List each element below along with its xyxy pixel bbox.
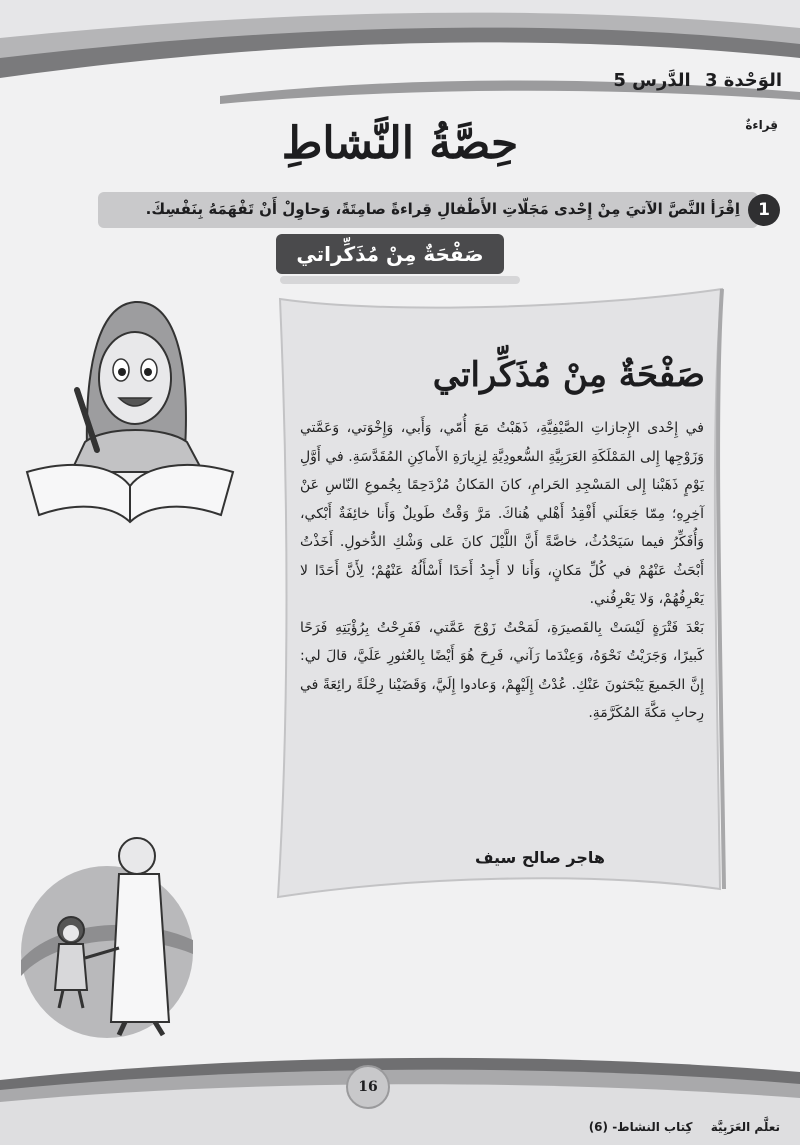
section-label: قِراءةٌ	[745, 118, 778, 132]
story-tag: صَفْحَةٌ مِنْ مُذَكِّراتي	[276, 234, 504, 274]
story-title: صَفْحَةٌ مِنْ مُذَكِّراتي	[432, 355, 705, 395]
top-decorative-swoosh	[0, 0, 800, 110]
activity-number-badge: 1	[748, 194, 780, 226]
book-part: كِتاب النشاط- (6)	[588, 1120, 693, 1134]
story-paragraph: في إِحْدى الإِجازاتِ الصَّيْفِيَّةِ، ذَهَبْتُ مَعَ أُمّي، وَأَبي، وَإِخْوَتي، وَعَمَّتي وَزَوْجِها إِلى المَمْلَكَةِ العَرَبِيَّةِ السُّعودِيَّةِ لِزِيارَةِ الأَماكِنِ المُقَدَّسَةِ. في أَوَّلِ يَوْمٍ ذَهَبْنا إِلى المَسْجِدِ الحَرامِ، كانَ المَكانُ مُزْدَحِمًا بِجُموعِ النّاسِ عَنْ آخِرِهِ؛ مِمّا جَعَلَني أَفْقِدُ أَهْلي هُناكَ. مَرَّ وَقْتٌ طَويلٌ وَأَنا خائِفَةٌ أَبْكي، وَأُفَكِّرُ فيما سَيَحْدُثُ، خاصَّةً أَنَّ اللَّيْلَ كانَ عَلى وَشْكِ الدُّخولِ. أَخَذْتُ أَبْحَثُ عَنْهُمْ في كُلِّ مَكانٍ، وَأَنا لا أَجِدُ أَحَدًا أَسْأَلُهُ عَنْهُمْ؛ لِأَنَّ أَحَدًا لا يَعْرِفُهُمْ، وَلا يَعْرِفُني.	[300, 420, 704, 607]
page-number: 16	[346, 1065, 390, 1109]
book-title: تعلَّم العَرَبِيَّة	[710, 1120, 780, 1134]
lesson-label: الدَّرس 5	[613, 70, 691, 91]
story-body	[300, 414, 704, 728]
girl-writing-icon	[25, 290, 235, 525]
activity-instruction: اِقْرَأ النَّصَّ الآتيَ مِنْ إِحْدى مَجَلّاتِ الأَطْفالِ قِراءةً صامِتَةً، وَحاوِلْ أَنْ تَفْهَمَهُ بِنَفْسِكَ.	[145, 200, 740, 218]
footer-book-info	[575, 1120, 780, 1134]
story-author: هاجر صالح سيف	[474, 848, 605, 867]
father-and-daughter-walking-icon	[15, 830, 215, 1040]
story-paragraph: بَعْدَ فَتْرَةٍ لَيْسَتْ بِالقَصيرَةِ، لَمَحْتُ زَوْجَ عَمَّتي، فَفَرِحْتُ بِرُؤْيَتِهِ فَرَحًا كَبيرًا، وَجَرَيْتُ نَحْوَهُ، وَعِنْدَما رَآني، فَرِحَ هُوَ أَيْضًا بِالعُثورِ عَلَيَّ، قالَ لي: إِنَّ الجَميعَ يَبْحَثونَ عَنْكِ. عُدْتُ إِلَيْهِمْ، وَعادوا إِلَيَّ، وَقَضَيْنا رِحْلَةً رائِعَةً في رِحابِ مَكَّةَ المُكَرَّمَةِ.	[300, 619, 704, 721]
unit-label: الوَحْدة 3	[704, 70, 782, 91]
lesson-header	[605, 70, 782, 91]
page-title: حِصَّةُ النَّشاطِ	[281, 118, 519, 169]
